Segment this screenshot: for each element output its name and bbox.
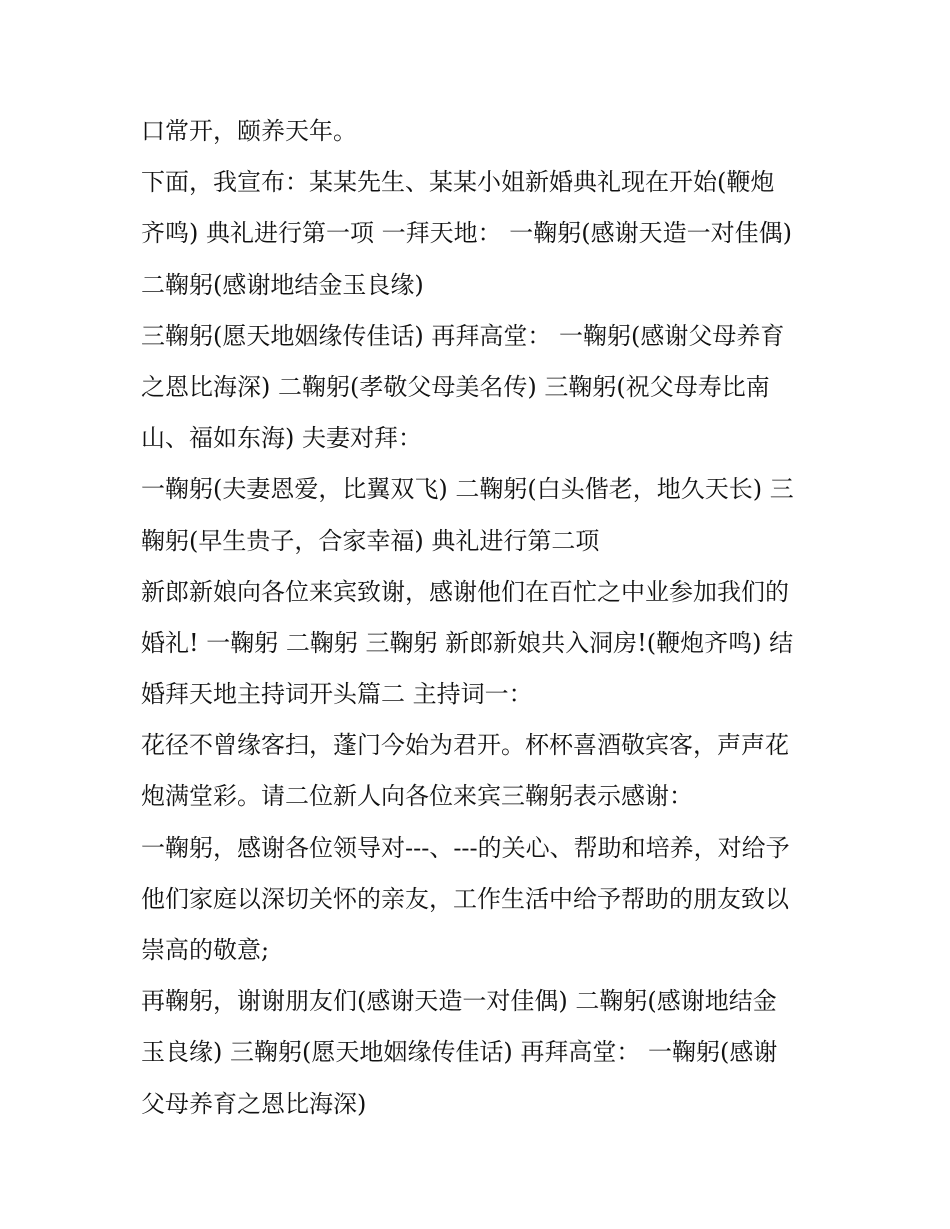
text-line: 齐鸣) 典礼进行第一项 一拜天地： 一鞠躬(感谢天造一对佳偶)	[141, 219, 792, 248]
text-line: 玉良缘) 三鞠躬(愿天地姻缘传佳话) 再拜高堂： 一鞠躬(感谢	[141, 1038, 778, 1067]
text-line: 一鞠躬(夫妻恩爱，比翼双飞) 二鞠躬(白头偕老，地久天长) 三	[141, 475, 794, 504]
text-line: 一鞠躬，感谢各位领导对---、---的关心、帮助和培养，对给予	[141, 833, 790, 862]
text-line: 花径不曾缘客扫，蓬门今始为君开。杯杯喜酒敬宾客，声声花	[141, 731, 789, 760]
text-line: 口常开，颐养天年。	[141, 117, 357, 145]
text-line: 下面，我宣布：某某先生、某某小姐新婚典礼现在开始(鞭炮	[141, 168, 775, 197]
text-line: 之恩比海深) 二鞠躬(孝敬父母美名传) 三鞠躬(祝父母寿比南	[141, 372, 770, 401]
text-line: 父母养育之恩比海深)	[141, 1089, 367, 1118]
text-line: 炮满堂彩。请二位新人向各位来宾三鞠躬表示感谢：	[141, 782, 693, 811]
text-line: 新郎新娘向各位来宾致谢，感谢他们在百忙之中业参加我们的	[141, 577, 789, 606]
text-line: 二鞠躬(感谢地结金玉良缘)	[141, 270, 424, 299]
text-line: 婚礼! 一鞠躬 二鞠躬 三鞠躬 新郎新娘共入洞房!(鞭炮齐鸣) 结	[141, 628, 794, 657]
text-line: 再鞠躬，谢谢朋友们(感谢天造一对佳偶) 二鞠躬(感谢地结金	[141, 987, 777, 1016]
text-line: 婚拜天地主持词开头篇二 主持词一：	[141, 680, 533, 709]
text-line: 山、福如东海) 夫妻对拜：	[141, 424, 422, 453]
text-line: 鞠躬(早生贵子，合家幸福) 典礼进行第二项	[141, 526, 600, 555]
text-line: 三鞠躬(愿天地姻缘传佳话) 再拜高堂： 一鞠躬(感谢父母养育	[141, 321, 785, 350]
text-line: 崇高的敬意;	[141, 936, 270, 964]
document-body	[141, 106, 821, 1130]
text-line: 他们家庭以深切关怀的亲友，工作生活中给予帮助的朋友致以	[141, 884, 789, 913]
